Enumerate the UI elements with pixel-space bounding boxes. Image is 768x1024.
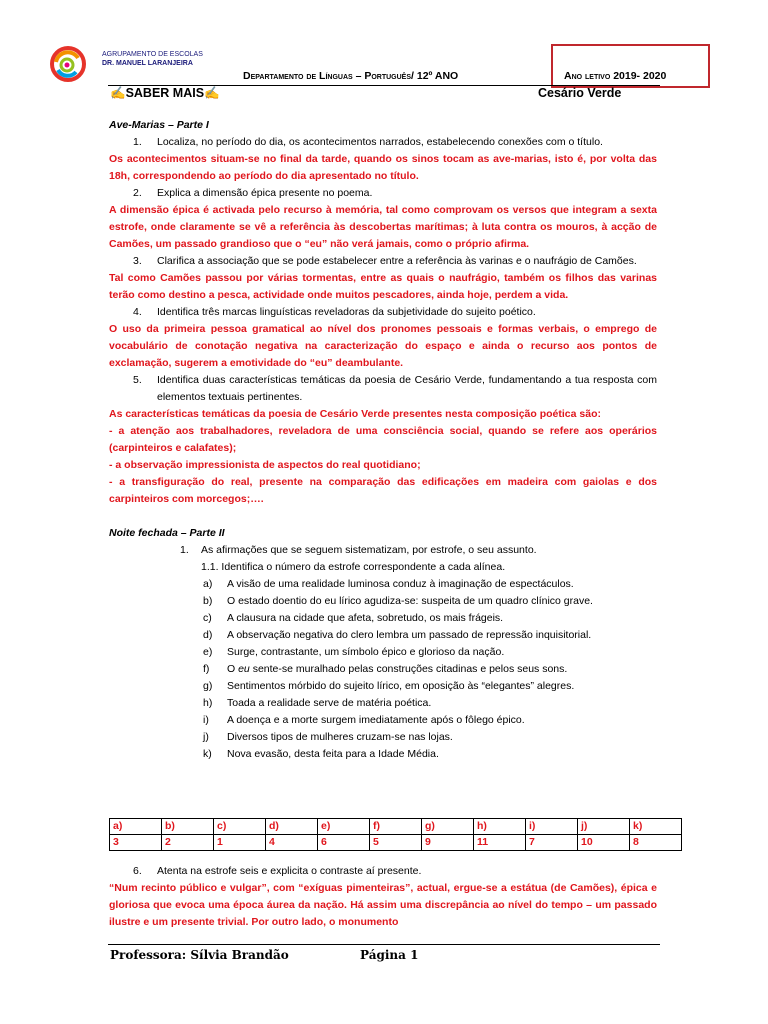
option-text: sente-se muralhado pelas construções citadinas e pelos seus sons. [252,663,568,675]
question-1-part2 [109,542,657,559]
option-h [109,695,657,712]
question-text: Clarifica a associação que se pode estabelecer entre a referência às varinas e o naufrágio de Camões. [157,255,637,267]
option-text-emphasis: eu [238,663,250,675]
table-cell: 1 [214,835,266,851]
table-cell: 2 [162,835,214,851]
table-cell: 10 [578,835,630,851]
option-c [109,610,657,627]
option-b [109,593,657,610]
option-j [109,729,657,746]
option-letter: k) [203,748,212,760]
question-text: Localiza, no período do dia, os acontecimentos narrados, estabelecendo conexões com o título. [157,136,603,148]
worksheet-body [109,117,657,763]
option-e [109,644,657,661]
option-k [109,746,657,763]
question-1-1: 1.1. Identifica o número da estrofe correspondente a cada alínea. [201,561,506,573]
option-text-prefix: O [227,663,239,675]
answer-3: Tal como Camões passou por várias tormentas, entre as quais o naufrágio, também os filhos das varinas terão como destino a pesca, actividade onde muitos pescadores, ainda hoje, perdem a vida. [109,272,657,301]
option-f [109,661,657,678]
question-1 [109,134,657,151]
answer-5 [109,406,657,508]
question-number: 1. [133,136,142,148]
option-g [109,678,657,695]
question-text: As afirmações que se seguem sistematizam, por estrofe, o seu assunto. [201,544,537,556]
option-letter: a) [203,578,213,590]
option-d [109,627,657,644]
answer-2: A dimensão épica é activada pelo recurso à memória, tal como comprovam os versos que integram a sexta estrofe, onde claramente se vê a referência às descobertas marítimas; à luta contra os mouros, à acção de Camões, um passado grandioso que o “eu” não verá jamais, como o próprio afirma. [109,204,657,250]
table-cell: 11 [474,835,526,851]
option-text: Diversos tipos de mulheres cruzam-se nas lojas. [227,731,453,743]
table-cell: c) [214,819,266,835]
question-4 [109,304,657,321]
question-number: 2. [133,187,142,199]
option-a [109,576,657,593]
answer-table [109,818,682,851]
question-text: Identifica duas características temáticas da poesia de Cesário Verde, fundamentando a tua resposta com elementos textuais pertinentes. [157,374,657,403]
question-text: Explica a dimensão épica presente no poema. [157,187,373,199]
footer-page-number: Página 1 [360,948,419,962]
table-cell: 6 [318,835,370,851]
answer-5-point: - a atenção aos trabalhadores, reveladora de uma consciência social, quando se refere aos operários (carpinteiros e calafates); [109,425,657,454]
option-text: Toada a realidade serve de matéria poética. [227,697,432,709]
question-text: Identifica três marcas linguísticas reveladoras da subjetividade do sujeito poético. [157,306,536,318]
table-cell: 3 [110,835,162,851]
table-cell: d) [266,819,318,835]
question-number: 6. [133,865,142,877]
answer-5-intro: As características temáticas da poesia de Cesário Verde presentes nesta composição poética são: [109,408,601,420]
option-letter: d) [203,629,213,641]
table-cell: g) [422,819,474,835]
table-cell: j) [578,819,630,835]
option-text: A visão de uma realidade luminosa conduz à imaginação de espectáculos. [227,578,574,590]
question-text: Atenta na estrofe seis e explicita o contraste aí presente. [157,865,422,877]
answer-5-point: - a transfiguração do real, presente na comparação das edificações em madeira com gaiolas e dos carpinteiros com morcegos;…. [109,476,657,505]
school-year [564,70,666,82]
table-cell: 8 [630,835,682,851]
option-letter: g) [203,680,213,692]
answer-table-letters-row [110,819,682,835]
school-name-line1: AGRUPAMENTO DE ESCOLAS [102,51,203,58]
question-3 [109,253,657,270]
school-name-line2: DR. MANUEL LARANJEIRA [102,60,193,67]
option-letter: e) [203,646,213,658]
option-letter: j) [203,731,209,743]
table-cell: k) [630,819,682,835]
answer-5-point: - a observação impressionista de aspectos do real quotidiano; [109,459,421,471]
section-title-part1: Ave-Marias – Parte I [109,119,209,131]
option-text: A clausura na cidade que afeta, sobretudo, os mais frágeis. [227,612,504,624]
school-name [102,50,203,68]
option-text: A doença e a morte surgem imediatamente após o fôlego épico. [227,714,525,726]
footer-rule [108,944,660,945]
option-text: Sentimentos mórbido do sujeito lírico, em oposição às “elegantes” alegres. [227,680,575,692]
question-6 [109,863,657,880]
question-5 [109,372,657,406]
table-cell: 5 [370,835,422,851]
worksheet-title: ✍SABER MAIS✍ [110,86,220,100]
table-cell: 7 [526,835,578,851]
question-number: 1. [180,544,189,556]
option-letter: f) [203,663,210,675]
option-text: O estado doentio do eu lírico agudiza-se: suspeita de um quadro clínico grave. [227,595,593,607]
worksheet-author: Cesário Verde [538,86,622,100]
table-cell: h) [474,819,526,835]
school-year-value: 2019- 2020 [613,70,667,82]
question-number: 5. [133,374,142,386]
option-text: Nova evasão, desta feita para a Idade Média. [227,748,439,760]
answer-4: O uso da primeira pessoa gramatical ao nível dos pronomes pessoais e formas verbais, o emprego de vocabulário de conotação negativa na caracterização do espaço e ainda o recurso aos pontos de exclamação, sugerem a emotividade do “eu” deambulante. [109,323,657,369]
section-title-part2: Noite fechada – Parte II [109,527,225,539]
table-cell: 9 [422,835,474,851]
question-number: 3. [133,255,142,267]
table-cell: b) [162,819,214,835]
option-text: A observação negativa do clero lembra um passado de repressão inquisitorial. [227,629,592,641]
answer-6: “Num recinto público e vulgar”, com “exíguas pimenteiras”, actual, ergue-se a estátua (de Camões), épica e gloriosa que evoca uma época áurea da nação. Há assim uma discrepância ao nível do tempo – um passado ilustre e um presente trivial. Por outro lado, o monumento [109,882,657,928]
table-cell: a) [110,819,162,835]
school-logo-icon [42,44,98,84]
option-letter: i) [203,714,209,726]
option-letter: b) [203,595,213,607]
answer-table-values-row [110,835,682,851]
answer-1: Os acontecimentos situam-se no final da tarde, quando os sinos tocam as ave-marias, isto é, por volta das 18h, correspondendo ao período do dia apresentado no título. [109,153,657,182]
option-letter: h) [203,697,213,709]
worksheet-body-continued [109,863,657,931]
option-text: Surge, contrastante, um símbolo épico e glorioso da nação. [227,646,505,658]
question-number: 4. [133,306,142,318]
school-logo [42,44,242,84]
table-cell: f) [370,819,422,835]
table-cell: e) [318,819,370,835]
department-title: Departamento de Línguas – Português/ 12º ANO [243,70,459,82]
question-2 [109,185,657,202]
table-cell: i) [526,819,578,835]
footer-teacher: Professora: Sílvia Brandão [110,948,289,962]
option-letter: c) [203,612,212,624]
school-year-label: Ano letivo [564,70,611,82]
option-i [109,712,657,729]
table-cell: 4 [266,835,318,851]
